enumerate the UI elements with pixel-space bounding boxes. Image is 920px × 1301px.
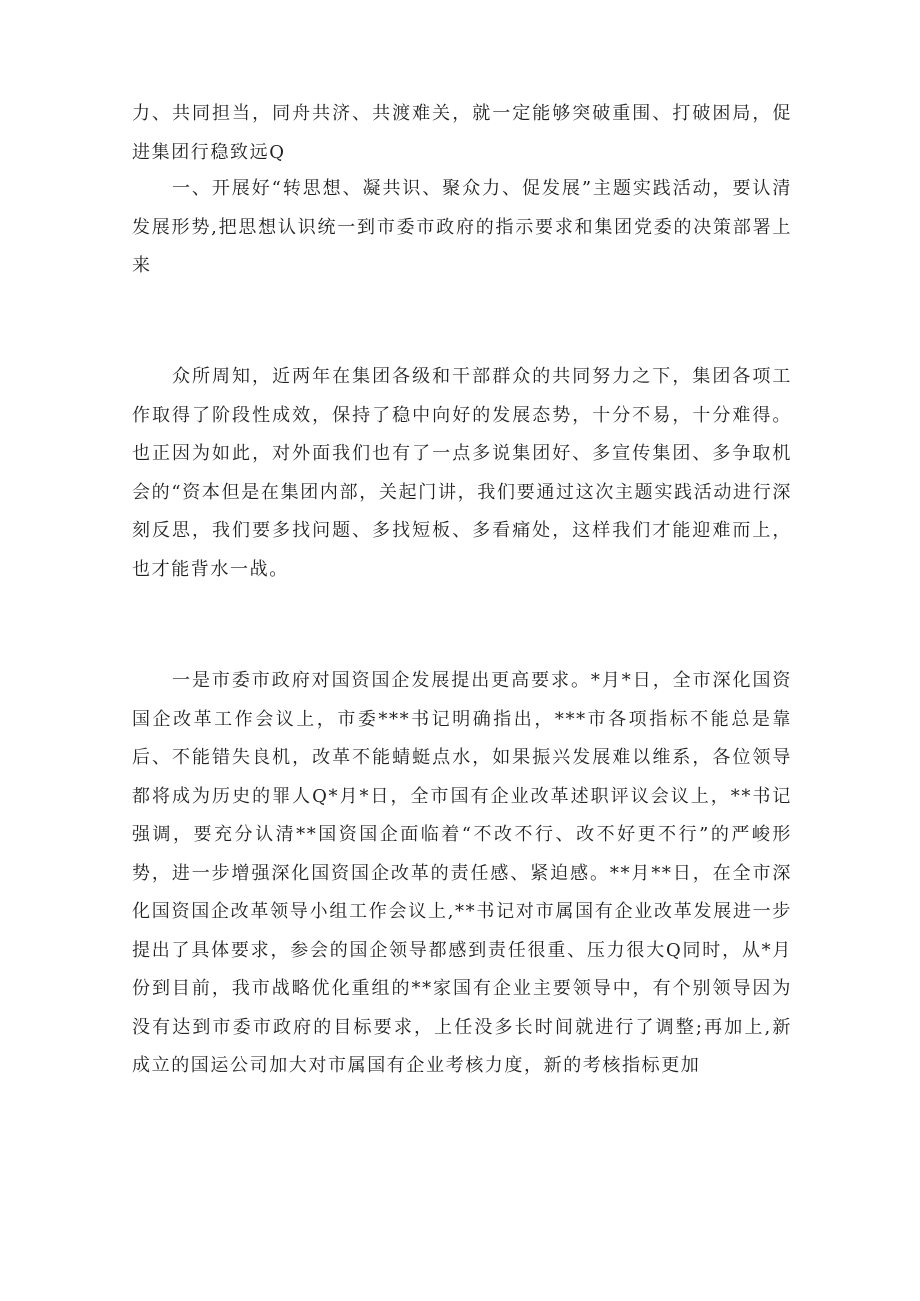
section-heading: 一、开展好“转思想、凝共识、聚众力、促发展”主题实践活动，要认清发展形势,把思想认识统一到市委市政府的指示要求和集团党委的决策部署上来 — [132, 178, 792, 276]
body-paragraph: 一是市委市政府对国资国企发展提出更高要求。*月*日，全市深化国资国企改革工作会议上，市委***书记明确指出，***市各项指标不能总是靠后、不能错失良机，改革不能蜻蜓点水，如果振兴发展难以维系，各位领导都将成为历史的罪人Q*月*日，全市国有企业改革述职评议会议上，**书记强调，要充分认清**国资国企面临着“不改不行、改不好更不行”的严峻形势，进一步增强深化国资国企改革的责任感、紧迫感。**月**日，在全市深化国资国企改革领导小组工作会议上,**书记对市属国有企业改革发展进一步提出了具体要求，参会的国企领导都感到责任很重、压力很大Q同时，从*月份到目前，我市战略优化重组的**家国有企业主要领导中，有个别领导因为没有达到市委市政府的目标要求，上任没多长时间就进行了调整;再加上,新成立的国运公司加大对市属国有企业考核力度，新的考核指标更加 — [132, 670, 792, 1076]
continued-paragraph: 力、共同担当，同舟共济、共渡难关，就一定能够突破重围、打破困局，促进集团行稳致远Q — [132, 103, 792, 163]
body-paragraph: 众所周知，近两年在集团各级和干部群众的共同努力之下，集团各项工作取得了阶段性成效，保持了稳中向好的发展态势，十分不易，十分难得。也正因为如此，对外面我们也有了一点多说集团好、多宣传集团、多争取机会的“资本但是在集团内部，关起门讲，我们要通过这次主题实践活动进行深刻反思，我们要多找问题、多找短板、多看痛处，这样我们才能迎难而上，也才能背水一战。 — [132, 366, 792, 580]
